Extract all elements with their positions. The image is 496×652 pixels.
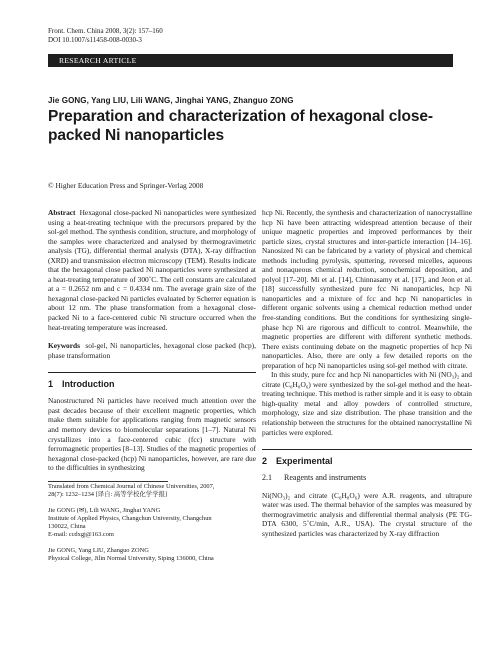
section-title: Experimental [276, 455, 333, 466]
introduction-paragraph: Nanostructured Ni particles have received much attention over the past decades because of their excellent magnetic properties, which make them suitable for applications ranging from magnetic sensors and memory devices to biomolecular separations [1–7]. Natural Ni crystallizes into a face-centered cubic (fcc) structure with ferromagnetic properties [8–13]. Studies of the magnetic properties of hexagonal close-packed (hcp) Ni nanoparticles, however, are rare due to the difficulties in synthesizing [48, 396, 256, 473]
section-divider [262, 449, 472, 450]
footnote-affiliation1-institute: Institute of Applied Physics, Changchun University, Changchun [48, 515, 212, 523]
intro-continued-paragraph: hcp Ni. Recently, the synthesis and characterization of nanocrystalline hcp Ni have been attracting widespread attention because of their unique magnetic properties and improved performances by their particle sizes, crystal structures and inter-particle interaction [14–16]. Nanosized Ni can be fabricated by a variety of physical and chemical methods including pyrolysis, sputtering, reversed micelles, aqueous and nonaqueous chemical reduction, sonochemical deposition, and polyol [17–20]. Mi et al. [14], Chinnasamy et al. [17], and Jeon et al. [18] successfully synthesized pure fcc Ni nanoparticles, hcp Ni nanoparticles and a mixture of fcc and hcp Ni nanoparticles in different organic solvents using a chemical reduction method under free-standing conditions. But the conditions for synthesizing single-phase hcp Ni are rigorous and difficult to control. Meanwhile, the magnetic properties are different with different synthetic methods. There exists continuing debate on the magnetic properties of hcp Ni nanoparticles. Also, there are only a few detailed reports on the preparation of hcp Ni nanoparticles using sol-gel method with citrate. [262, 208, 472, 370]
footnote-affiliation1-postcode: 130022, China [48, 523, 86, 531]
journal-info [48, 27, 163, 45]
doi: DOI 10.1007/s11458-008-0030-3 [48, 36, 142, 44]
section-divider [48, 372, 256, 373]
author-list: Jie GONG, Yang LIU, Lili WANG, Jinghai YANG, Zhanguo ZONG [48, 96, 294, 105]
paper-title: Preparation and characterization of hexagonal close-packed Ni nanoparticles [48, 108, 433, 144]
abstract-label: Abstract [48, 208, 76, 217]
section-heading-introduction [48, 380, 256, 390]
right-column [262, 208, 472, 539]
footnote-email: E-mail: ccdxgj@163.com [48, 531, 114, 539]
abstract-text: Hexagonal close-packed Ni nanoparticles were synthesized using a heat-treating technique with the precursors prepared by the sol-gel method. The synthesis condition, structure, and morphology of the samples were characterized and analysed by thermogravimetric analysis (TG), differential thermal analysis (DTA), X-ray diffraction (XRD) and transmission electron microscopy (TEM). Results indicate that the hexagonal close packed Ni nanoparticles were synthesized at a heat-treating temperature of 300˚C. The cell constants are calculated at a = 0.2652 nm and c = 0.4334 nm. The average grain size of the hexagonal close-packed Ni particles evaluated by Scherrer equation is about 12 nm. The phase transformation from a hexagonal close-packed Ni to a face-centered cubic Ni structure occurred when the heat-treating temperature was increased. [48, 208, 256, 332]
subsection-number: 2.1 [262, 473, 272, 483]
footnote-translation-line2: 28(7): 1232–1234 [译自: 高等学校化学学报] [48, 491, 168, 499]
study-paragraph: In this study, pure fcc and hcp Ni nanoparticles with Ni (NO₃)₂ and citrate (C₆H₈O₆) were synthesized by the sol-gel method and the heat-treating technique. This method is rather simple and it is easy to obtain high-quality metal and alloy powders of controlled structure, morphology, size and size distribution. The phase transition and the relationship between the structures for the obtained nanocrystalline Ni particles were explored. [262, 370, 472, 437]
keywords-text: sol-gel, Ni nanoparticles, hexagonal close packed (hcp), phase transformation [48, 341, 256, 360]
footnote-divider [48, 481, 168, 482]
keywords-label: Keywords [48, 341, 81, 351]
section-number: 2 [262, 455, 268, 466]
section-number: 1 [48, 378, 54, 389]
footnote-affiliation2-authors: Jie GONG, Yang LIU, Zhanguo ZONG [48, 547, 149, 555]
section-title: Introduction [62, 378, 115, 389]
subsection-heading-reagents [262, 473, 472, 483]
section-heading-experimental [262, 457, 472, 467]
keywords [48, 341, 256, 360]
article-type-banner: RESEARCH ARTICLE [48, 54, 453, 67]
journal-citation: Front. Chem. China 2008, 3(2): 157–160 [48, 27, 163, 35]
copyright-notice: © Higher Education Press and Springer-Verlag 2008 [48, 181, 204, 190]
footnotes [48, 483, 256, 563]
abstract [48, 208, 256, 332]
footnote-translation-line1: Translated from Chemical Journal of Chinese Universities, 2007, [48, 483, 215, 491]
left-column [48, 208, 256, 563]
reagents-paragraph: Ni(NO₃)₂ and citrate (C₆H₈O₆) were A.R. reagents, and ultrapure water was used. The thermal behavior of the samples was measured by thermogravimetric analysis and differential thermal analysis (PE TG-DTA 6300, 5˚C/min, A.R., USA). The crystal structure of the synthesized particles was characterized by X-ray diffraction [262, 490, 472, 538]
footnote-affiliation2-institute: Physical College, Jilin Normal University, Siping 136000, China [48, 555, 214, 563]
footnote-affiliation1-authors: Jie GONG (✉), Lili WANG, Jinghai YANG [48, 507, 161, 515]
subsection-title: Reagents and instruments [284, 473, 367, 483]
